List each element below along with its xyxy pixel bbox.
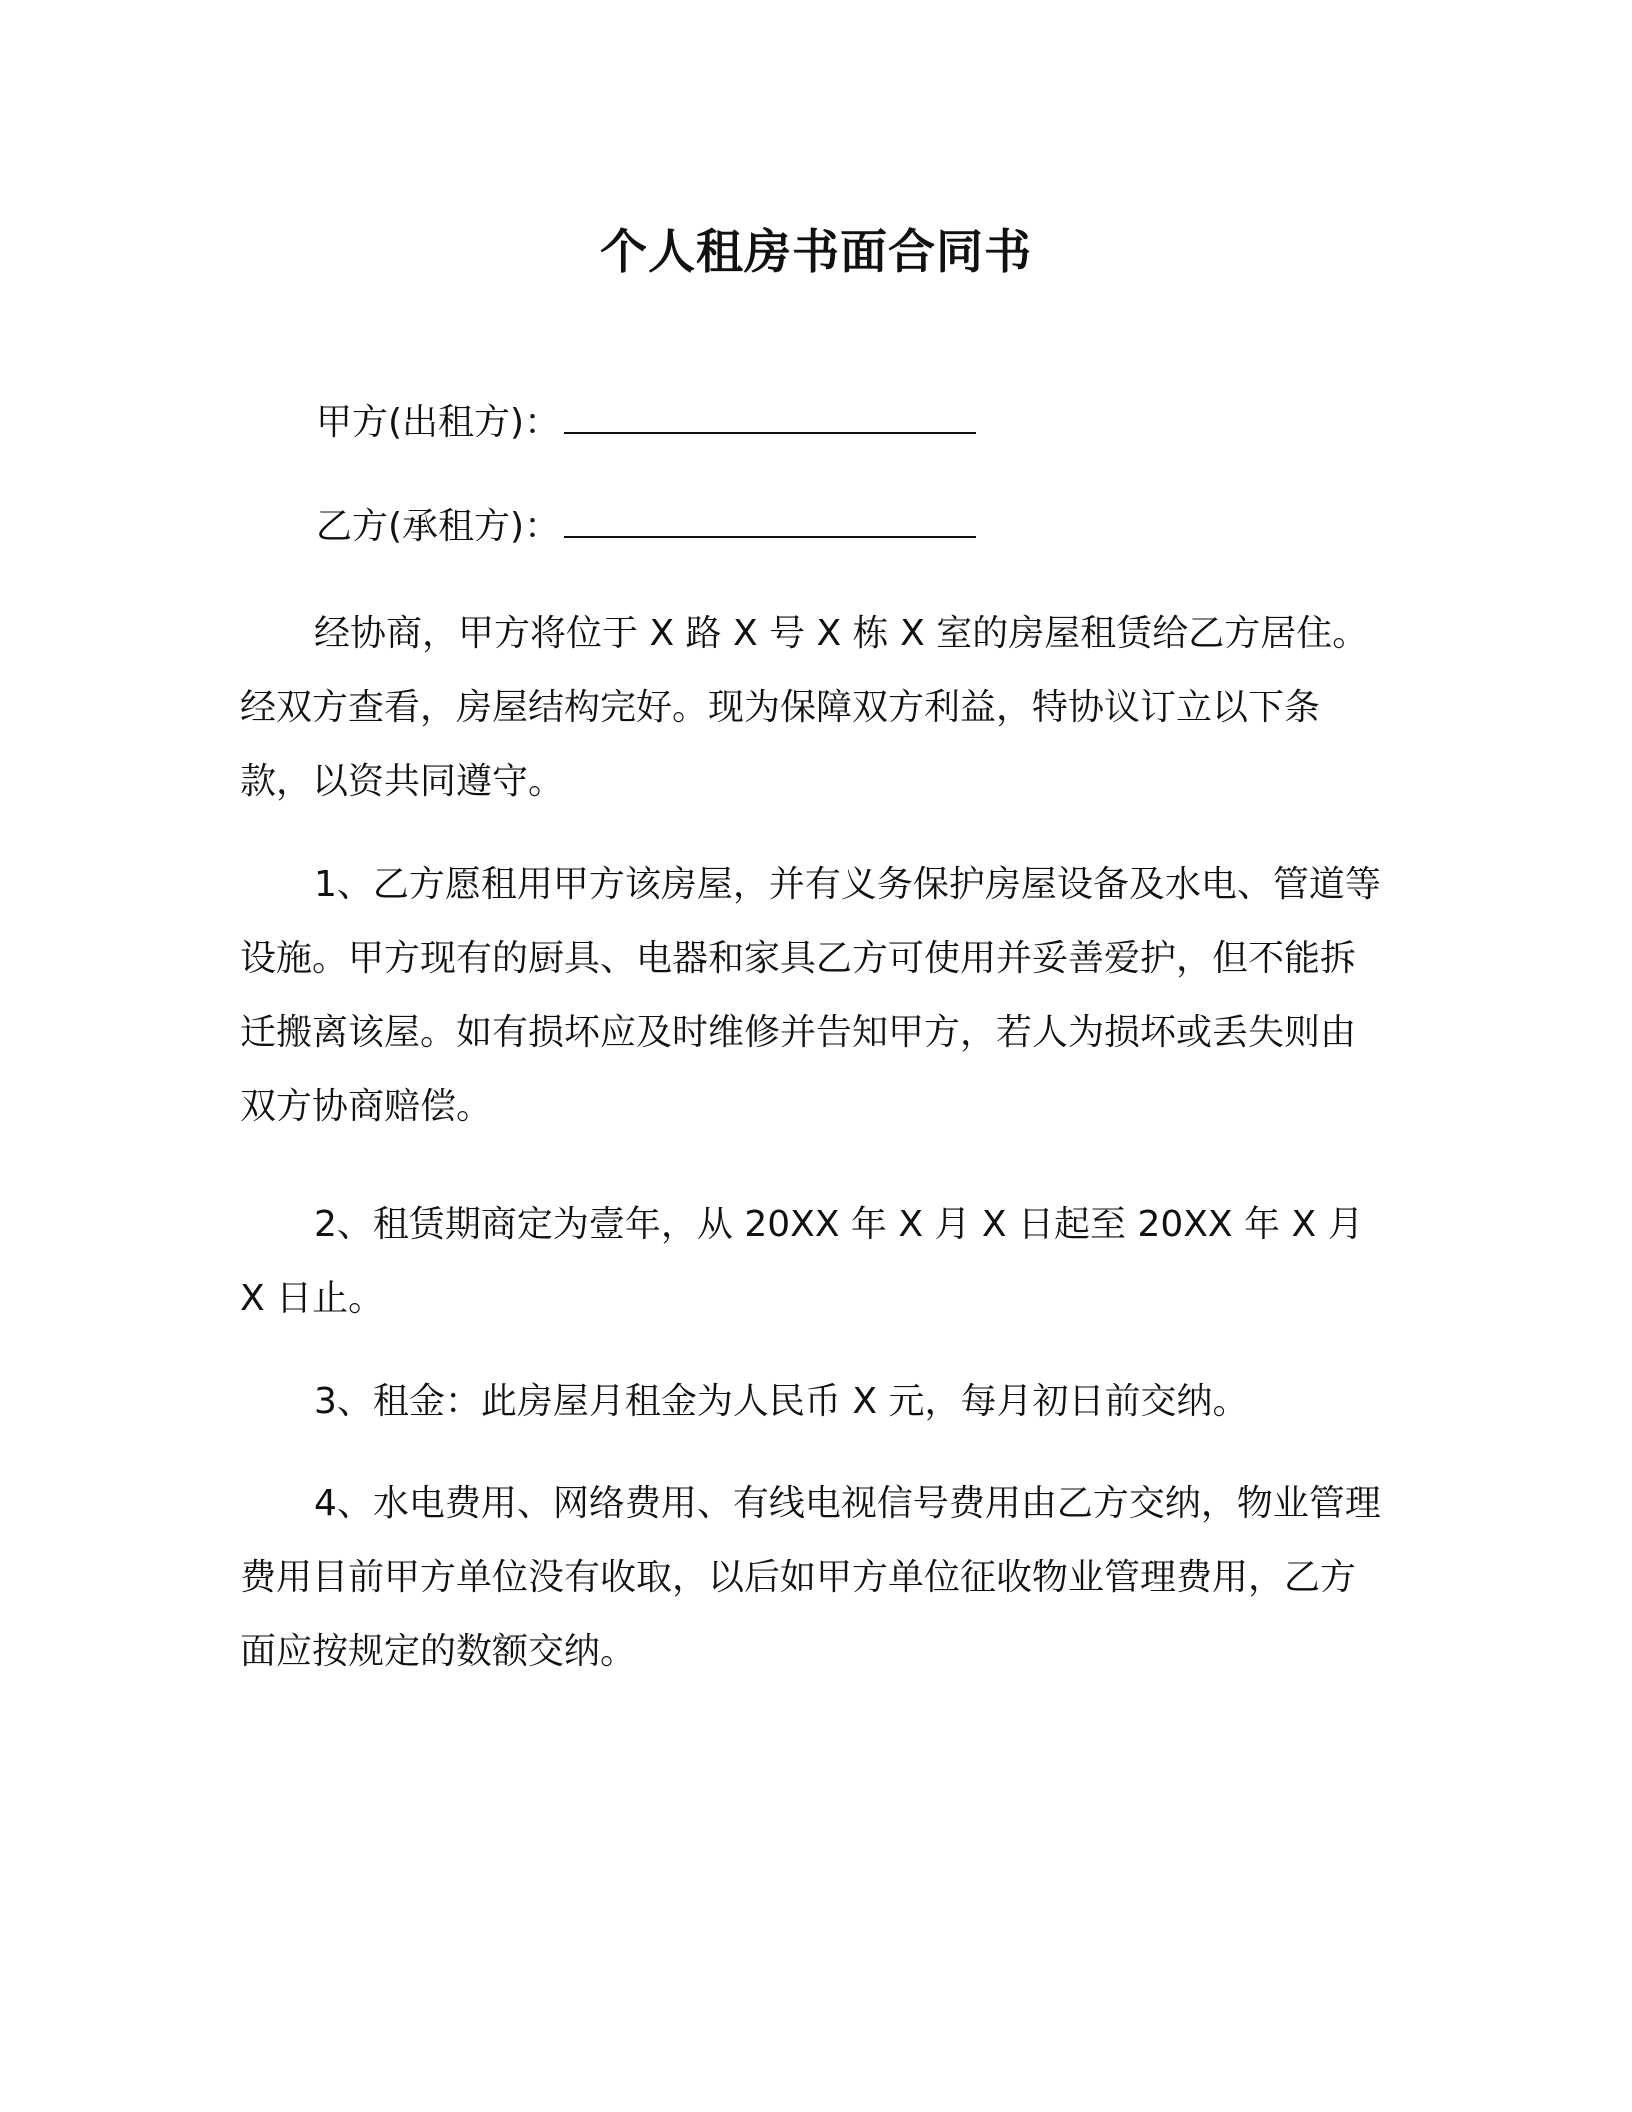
- clause-1: 1、乙方愿租用甲方该房屋，并有义务保护房屋设备及水电、管道等设施。甲方现有的厨具、电器和家具乙方可使用并妥善爱护，但不能拆迁搬离该屋。如有损坏应及时维修并告知甲方，若人为损坏或丢失则由双方协商赔偿。: [240, 864, 1381, 1127]
- party-b-blank: [564, 532, 976, 538]
- intro-paragraph: 经协商，甲方将位于 X 路 X 号 X 栋 X 室的房屋租赁给乙方居住。经双方查看，房屋结构完好。现为保障双方利益，特协议订立以下条款，以资共同遵守。: [240, 613, 1369, 802]
- party-a-blank: [564, 428, 976, 434]
- clause-2: 2、租赁期商定为壹年，从 20XX 年 X 月 X 日起至 20XX 年 X 月 X 日止。: [240, 1204, 1364, 1319]
- party-b-line: [316, 502, 976, 552]
- clause-3: 3、租金：此房屋月租金为人民币 X 元，每月初日前交纳。: [314, 1381, 1249, 1422]
- clause-4: 4、水电费用、网络费用、有线电视信号费用由乙方交纳，物业管理费用目前甲方单位没有收取，以后如甲方单位征收物业管理费用，乙方面应按规定的数额交纳。: [240, 1483, 1381, 1672]
- party-a-label: 甲方(出租方)：: [316, 402, 561, 443]
- party-a-line: [316, 398, 976, 448]
- party-b-label: 乙方(承租方)：: [316, 506, 561, 547]
- document-title: 个人租房书面合同书: [600, 225, 1032, 280]
